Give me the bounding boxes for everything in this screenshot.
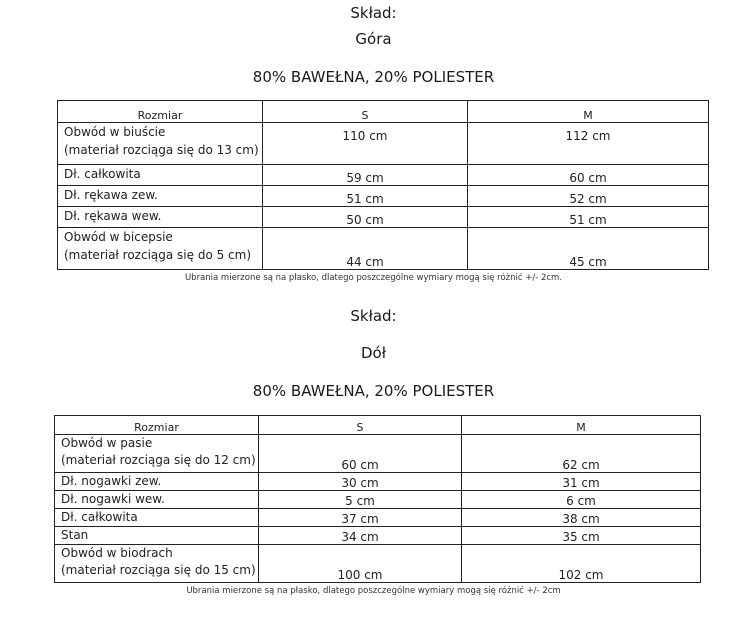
row-label: Dł. całkowita: [55, 509, 259, 527]
row-label-note: (materiał rozciąga się do 15 cm): [61, 563, 256, 577]
cell-m: 51 cm: [468, 207, 709, 228]
cell-s: 110 cm: [263, 123, 468, 165]
row-label: [55, 435, 259, 473]
row-label: Stan: [55, 527, 259, 545]
header-m: M: [462, 416, 701, 435]
table-row: [58, 186, 709, 207]
table-row: [58, 165, 709, 186]
row-label-note: (materiał rozciąga się do 12 cm): [61, 453, 256, 467]
row-label: [58, 123, 263, 165]
top-composition: 80% BAWEŁNA, 20% POLIESTER: [252, 68, 495, 86]
cell-s: 59 cm: [263, 165, 468, 186]
cell-m: 6 cm: [462, 491, 701, 509]
cell-m: 45 cm: [468, 228, 709, 270]
cell-s: 44 cm: [263, 228, 468, 270]
row-label-note: (materiał rozciąga się do 5 cm): [64, 248, 252, 262]
bottom-garment-title: Dół: [361, 344, 386, 362]
cell-m: 62 cm: [462, 435, 701, 473]
cell-s: 34 cm: [259, 527, 462, 545]
row-label: [55, 545, 259, 583]
cell-m: 112 cm: [468, 123, 709, 165]
bottom-size-table: [54, 415, 701, 583]
table-row: [55, 473, 701, 491]
top-garment-title: Góra: [355, 30, 392, 48]
bottom-section-heading: Skład:: [350, 307, 397, 325]
table-row: [58, 228, 709, 270]
cell-m: 102 cm: [462, 545, 701, 583]
cell-m: 60 cm: [468, 165, 709, 186]
cell-m: 52 cm: [468, 186, 709, 207]
row-label-main: Obwód w biodrach: [61, 546, 173, 560]
row-label-main: Obwód w bicepsie: [64, 230, 173, 244]
table-row: [55, 509, 701, 527]
row-label: Dł. całkowita: [58, 165, 263, 186]
cell-s: 37 cm: [259, 509, 462, 527]
row-label-main: Obwód w pasie: [61, 436, 153, 450]
table-row: [55, 527, 701, 545]
row-label-note: (materiał rozciąga się do 13 cm): [64, 143, 259, 157]
cell-m: 35 cm: [462, 527, 701, 545]
header-s: S: [259, 416, 462, 435]
table-row: [55, 435, 701, 473]
bottom-composition: 80% BAWEŁNA, 20% POLIESTER: [252, 382, 495, 400]
header-size: Rozmiar: [58, 101, 263, 123]
row-label: Dł. rękawa wew.: [58, 207, 263, 228]
row-label: [58, 228, 263, 270]
table-row: [55, 545, 701, 583]
cell-s: 30 cm: [259, 473, 462, 491]
table-header-row: [55, 416, 701, 435]
header-s: S: [263, 101, 468, 123]
header-size: Rozmiar: [55, 416, 259, 435]
table-row: [55, 491, 701, 509]
table-row: [58, 207, 709, 228]
top-section-heading: Skład:: [350, 4, 397, 22]
table-header-row: [58, 101, 709, 123]
bottom-measurement-note: Ubrania mierzone są na płasko, dlatego poszczególne wymiary mogą się różnić +/- 2cm: [186, 586, 561, 596]
cell-s: 51 cm: [263, 186, 468, 207]
row-label: Dł. nogawki wew.: [55, 491, 259, 509]
row-label: Dł. rękawa zew.: [58, 186, 263, 207]
cell-m: 38 cm: [462, 509, 701, 527]
top-size-table: [57, 100, 709, 270]
cell-m: 31 cm: [462, 473, 701, 491]
cell-s: 5 cm: [259, 491, 462, 509]
row-label-main: Obwód w biuście: [64, 125, 166, 139]
cell-s: 60 cm: [259, 435, 462, 473]
cell-s: 100 cm: [259, 545, 462, 583]
cell-s: 50 cm: [263, 207, 468, 228]
row-label: Dł. nogawki zew.: [55, 473, 259, 491]
header-m: M: [468, 101, 709, 123]
table-row: [58, 123, 709, 165]
top-measurement-note: Ubrania mierzone są na płasko, dlatego poszczególne wymiary mogą się różnić +/- 2cm.: [184, 273, 563, 283]
